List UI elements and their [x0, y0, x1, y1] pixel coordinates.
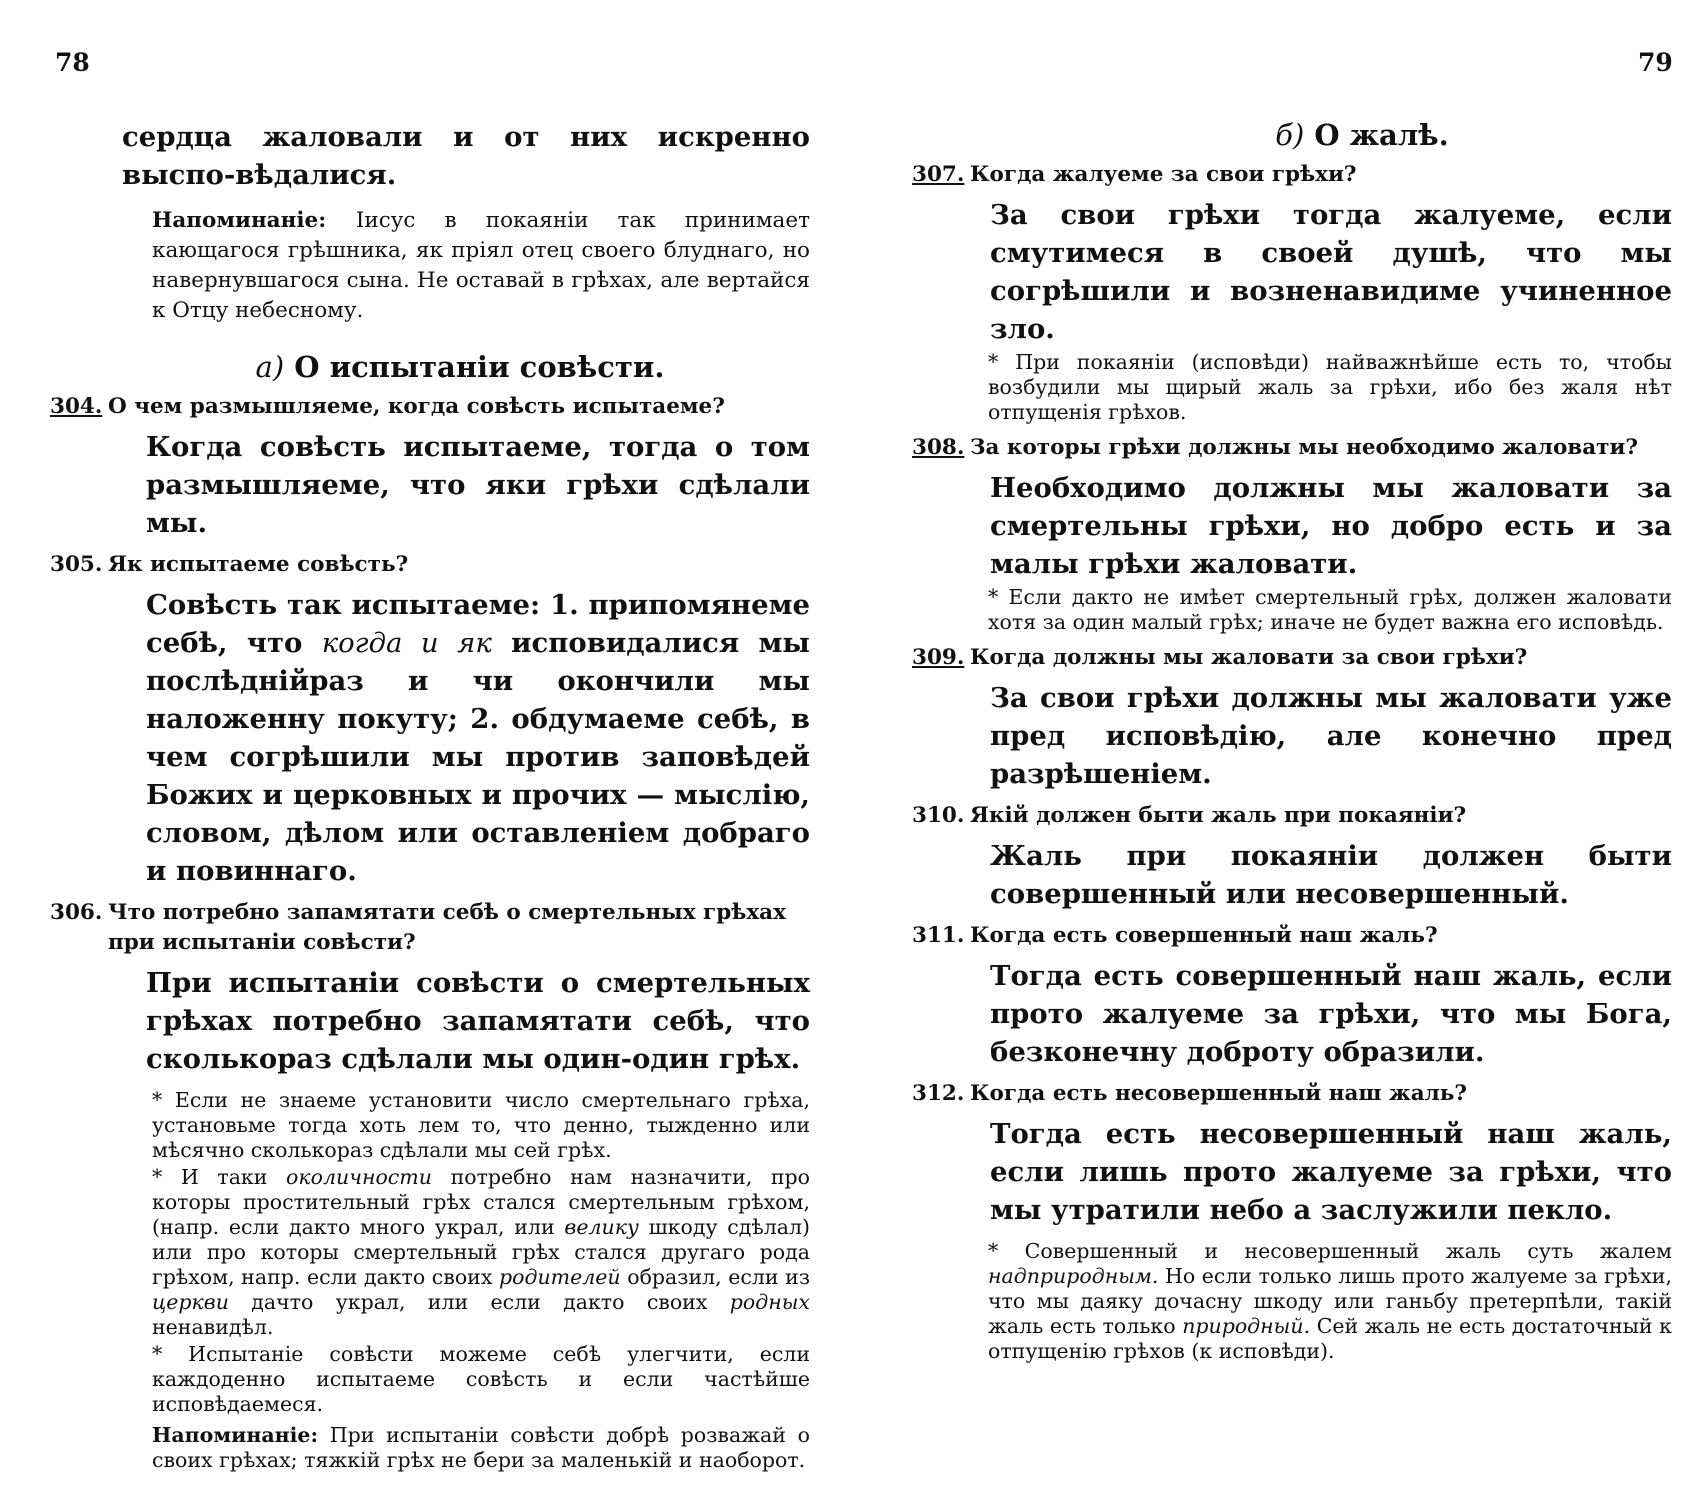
question-number: 311. — [912, 923, 965, 948]
question-number: 309. — [912, 645, 965, 670]
right-page — [912, 118, 1672, 1364]
question-text: Когда должны мы жаловати за свои грѣхи? — [970, 645, 1528, 670]
left-page — [50, 118, 810, 1473]
question-308 — [912, 433, 1672, 463]
section-letter: б) — [1275, 118, 1305, 152]
note-306-b: * И таки околичности потребно нам назначити, про которы простительный грѣх стался смертельным грѣхом, (напр. если дакто много украл, или велику шкоду сдѣлал) или про которы смертельный грѣх стался другаго рода грѣхом, напр. если дакто своих родителей образил, если из церкви дачто украл, или если дакто своих родных ненавидѣл. — [152, 1165, 810, 1339]
section-letter: а) — [255, 350, 285, 384]
question-text: За которы грѣхи должны мы необходимо жаловати? — [970, 435, 1639, 460]
question-text: Як испытаеме совѣсть? — [108, 552, 409, 577]
answer-307: За свои грѣхи тогда жалуеме, если смутимеся в своей душѣ, что мы согрѣшили и возненавидиме учиненное зло. — [990, 199, 1672, 345]
intro-text: сердца жаловали и от них искренно выспо-вѣдалися. — [122, 121, 810, 191]
answer-305: Совѣсть так испытаеме: 1. припомянеме себѣ, что когда и як исповидалися мы послѣднiйраз и чи окончили мы наложенну покуту; 2. обдумаеме себѣ, в чем согрѣшили мы против заповѣдей Божих и церковных и прочих — мыслію, словом, дѣлом или оставленіем добраго и повиннаго. — [146, 589, 810, 887]
note-308: * Если дакто не имѣет смертельный грѣх, должен жаловати хотя за один малый грѣх; иначе не будет важна его исповѣдь. — [988, 585, 1672, 634]
note-306-c: * Испытаніе совѣсти можеме себѣ улегчити, если каждоденно испытаеме совѣсть и если частѣйше исповѣдаемеся. — [152, 1342, 810, 1416]
section-title-b — [1052, 118, 1672, 152]
question-number: 304. — [50, 394, 103, 419]
question-number: 310. — [912, 803, 965, 828]
page-number-right: 79 — [1638, 48, 1673, 77]
question-text: Якій должен быти жаль при покаяніи? — [970, 803, 1467, 828]
answer-309: За свои грѣхи должны мы жаловати уже пред исповѣдію, але конечно пред разрѣшеніем. — [990, 682, 1672, 790]
answer-308: Необходимо должны мы жаловати за смертельны грѣхи, но добро есть и за малы грѣхи жаловати. — [990, 472, 1672, 580]
question-number: 312. — [912, 1081, 965, 1106]
note-307: * При покаяніи (исповѣди) найважнѣйше есть то, чтобы возбудили мы щирый жаль за грѣхи, ибо без жаля нѣт отпущенія грѣхов. — [988, 350, 1672, 424]
question-310 — [912, 801, 1672, 831]
answer-311: Тогда есть совершенный наш жаль, если прото жалуеме за грѣхи, что мы Бога, безконечну доброту образили. — [990, 960, 1672, 1068]
reminder-text: При испытаніи совѣсти добрѣ розважай о своих грѣхах; тяжкій грѣх не бери за маленькій и наоборот. — [152, 1423, 810, 1472]
question-text: Что потребно запамятати себѣ о смертельных грѣхах при испытаніи совѣсти? — [108, 900, 786, 955]
answer-304: Когда совѣсть испытаеме, тогда о том размышляеме, что яки грѣхи сдѣлали мы. — [146, 431, 810, 539]
question-311 — [912, 921, 1672, 951]
page-number-left: 78 — [55, 48, 90, 77]
question-number: 308. — [912, 435, 965, 460]
note-312: * Совершенный и несовершенный жаль суть жалем надприродным. Но если только лишь прото жалуеме за грѣхи, что мы даяку дочасну шкоду или ганьбу претерпѣли, такій жаль есть только природный. Сей жаль не есть достаточный к отпущенію грѣхов (к исповѣди). — [988, 1239, 1672, 1363]
question-number: 306. — [50, 900, 103, 925]
reminder-text: Іисус в покаяніи так принимает кающагося грѣшника, як пріял отец своего блуднаго, но навернувшагося сына. Не оставай в грѣхах, але вертайся к Отцу небесному. — [152, 208, 810, 323]
section-title: О испытаніи совѣсти. — [294, 350, 665, 384]
question-number: 307. — [912, 162, 965, 187]
question-304 — [50, 392, 810, 422]
section-title: О жалѣ. — [1314, 118, 1449, 152]
question-306 — [50, 898, 810, 958]
reminder-label: Напоминаніе: — [152, 208, 327, 233]
question-text: Когда есть совершенный наш жаль? — [970, 923, 1438, 948]
reminder-2 — [152, 1423, 810, 1473]
question-text: Когда жалуеме за свои грѣхи? — [970, 162, 1357, 187]
question-309 — [912, 643, 1672, 673]
question-text: Когда есть несовершенный наш жаль? — [970, 1081, 1467, 1106]
question-number: 305. — [50, 552, 103, 577]
section-title-a — [110, 350, 810, 384]
question-text: О чем размышляеме, когда совѣсть испытаеме? — [108, 394, 725, 419]
answer-312: Тогда есть несовершенный наш жаль, если лишь прото жалуеме за грѣхи, что мы утратили небо а заслужили пекло. — [990, 1118, 1672, 1226]
reminder-label: Напоминаніе: — [152, 1423, 319, 1447]
answer-306: При испытаніи совѣсти о смертельных грѣхах потребно запамятати себѣ, что сколькораз сдѣлали мы один-один грѣх. — [146, 967, 810, 1075]
answer-310: Жаль при покаяніи должен быти совершенный или несовершенный. — [990, 840, 1672, 910]
note-306-a: * Если не знаеме установити число смертельнаго грѣха, установьме тогда хоть лем то, что денно, тыжденно или мѣсячно сколькораз сдѣлали мы сей грѣх. — [152, 1088, 810, 1162]
question-305 — [50, 550, 810, 580]
reminder-1 — [152, 206, 810, 326]
question-307 — [912, 160, 1672, 190]
question-312 — [912, 1079, 1672, 1109]
